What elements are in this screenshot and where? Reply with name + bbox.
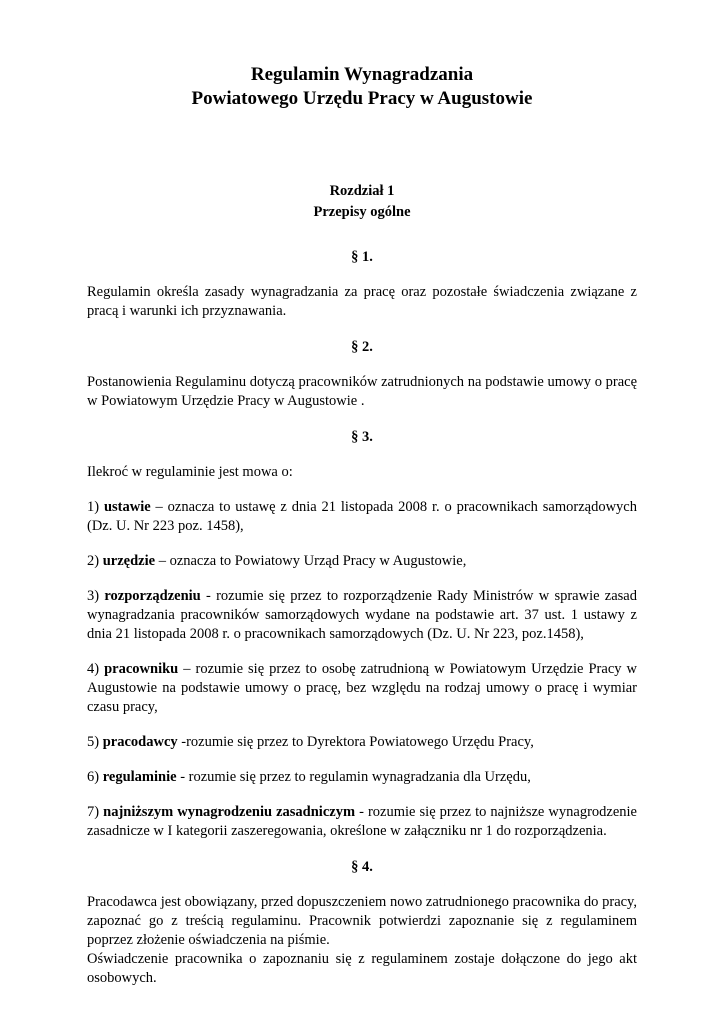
item-number: 6)	[87, 769, 103, 785]
section-3-intro: Ilekroć w regulaminie jest mowa o:	[87, 464, 293, 480]
chapter-title: Przepisy ogólne	[313, 204, 411, 220]
item-term: pracodawcy	[102, 734, 178, 750]
section-2-heading: § 2.	[351, 339, 373, 355]
item-text: - rozumie się przez to rozporządzenie Rady Ministrów w sprawie zasad wynagradzania pracowników samorządowych wydane na podstawie art. 37 ust. 1 ustawy z dnia 21 listopada 2008 r. o pracownikach samorządowych (Dz. U. Nr 223, poz.1458),	[87, 588, 637, 642]
definition-item	[87, 498, 637, 536]
section-4-text-2: Oświadczenie pracownika o zapoznaniu się z regulaminem zostaje dołączone do jego akt osobowych.	[87, 951, 637, 986]
item-text: – rozumie się przez to osobę zatrudnioną w Powiatowym Urzędzie Pracy w Augustowie na podstawie umowy o pracę, bez względu na rodzaj umowy o pracę i wymiar czasu pracy,	[87, 661, 637, 715]
item-number: 7)	[87, 804, 104, 820]
definition-item	[87, 552, 637, 571]
section-2-text: Postanowienia Regulaminu dotyczą pracowników zatrudnionych na podstawie umowy o pracę w Powiatowym Urzędzie Pracy w Augustowie .	[87, 374, 637, 409]
title-line-2: Powiatowego Urzędu Pracy w Augustowie	[191, 88, 533, 109]
item-text: - rozumie się przez to regulamin wynagradzania dla Urzędu,	[176, 769, 531, 785]
definition-item	[87, 660, 637, 717]
item-term: najniższym wynagrodzeniu zasadniczym	[103, 804, 356, 820]
definition-item	[87, 803, 637, 841]
item-text: – oznacza to ustawę z dnia 21 listopada 2008 r. o pracownikach samorządowych (Dz. U. Nr 223 poz. 1458),	[87, 499, 637, 534]
section-1-text: Regulamin określa zasady wynagradzania za pracę oraz pozostałe świadczenia związane z pracą i warunki ich przyznawania.	[87, 284, 637, 319]
definition-item	[87, 768, 637, 787]
item-term: pracowniku	[104, 661, 179, 677]
section-4-heading: § 4.	[351, 859, 373, 875]
item-number: 3)	[87, 588, 105, 604]
section-4-text-1: Pracodawca jest obowiązany, przed dopuszczeniem nowo zatrudnionego pracownika do pracy, zapoznać go z treścią regulaminu. Pracownik potwierdzi zapoznanie się z regulaminem poprzez złożenie oświadczenia na piśmie.	[87, 894, 637, 948]
item-term: urzędzie	[102, 553, 156, 569]
item-text: – oznacza to Powiatowy Urząd Pracy w Augustowie,	[155, 553, 467, 569]
item-term: rozporządzeniu	[104, 588, 201, 604]
item-number: 1)	[87, 499, 104, 515]
item-term: regulaminie	[102, 769, 177, 785]
section-3-heading: § 3.	[351, 429, 373, 445]
item-number: 5)	[87, 734, 103, 750]
definition-item	[87, 587, 637, 644]
item-text: - rozumie się przez to najniższe wynagrodzenie zasadnicze w I kategorii zaszeregowania, określone w załączniku nr 1 do rozporządzenia.	[87, 804, 637, 839]
item-number: 2)	[87, 553, 103, 569]
document-title	[87, 63, 637, 111]
item-number: 4)	[87, 661, 105, 677]
section-1-heading: § 1.	[351, 249, 373, 265]
item-term: ustawie	[103, 499, 151, 515]
title-line-1: Regulamin Wynagradzania	[250, 64, 474, 85]
definition-item	[87, 733, 637, 752]
item-text: -rozumie się przez to Dyrektora Powiatowego Urzędu Pracy,	[177, 734, 534, 750]
chapter-number: Rozdział 1	[329, 183, 395, 199]
